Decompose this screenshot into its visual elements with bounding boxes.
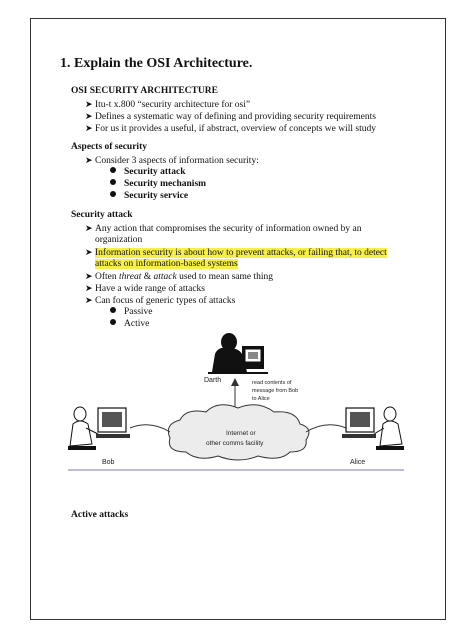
arrow-head-icon	[231, 378, 239, 386]
sub-bullet-item: Security attack	[110, 166, 185, 178]
bullet-item: ➤ Can focus of generic types of attacks	[85, 295, 236, 306]
bullet-continuation-highlighted: attacks on information-based systems	[95, 259, 238, 269]
bullet-item: ➤ Have a wide range of attacks	[85, 283, 205, 294]
section-heading-security-attack: Security attack	[71, 210, 133, 220]
bullet-item: ➤ Itu-t x.800 “security architecture for osi”	[85, 99, 251, 110]
cloud-label-line2: other comms facility	[206, 440, 264, 447]
arrow-bullet-icon: ➤	[85, 155, 93, 165]
section-heading-aspects: Aspects of security	[71, 142, 147, 152]
darth-note-line3: to Alice	[252, 396, 270, 402]
bullet-item: ➤ Often threat & attack used to mean same thing	[85, 271, 274, 282]
dot-bullet-icon	[110, 319, 116, 325]
bullet-continuation: organization	[95, 235, 143, 245]
sub-bullet-item: Passive	[110, 306, 153, 318]
sub-bullet-item: Security mechanism	[110, 178, 206, 190]
arrow-bullet-icon: ➤	[85, 223, 93, 233]
sub-bullet-item: Active	[110, 318, 149, 330]
arrow-bullet-icon: ➤	[85, 123, 93, 133]
bob-figure-icon	[68, 407, 130, 450]
cloud-label-line1: Internet or	[226, 430, 256, 437]
dot-bullet-icon	[110, 167, 116, 173]
bob-label: Bob	[102, 459, 115, 466]
alice-link-line	[306, 425, 346, 432]
section-heading-osi: OSI SECURITY ARCHITECTURE	[71, 86, 218, 96]
darth-note-line2: message from Bob	[252, 388, 299, 394]
darth-note-line1: read contents of	[252, 380, 292, 386]
bullet-item: ➤ Defines a systematic way of defining and providing security requirements	[85, 111, 376, 122]
bullet-item: ➤ Consider 3 aspects of information security:	[85, 155, 259, 166]
dot-bullet-icon	[110, 307, 116, 313]
darth-label: Darth	[204, 377, 222, 384]
arrow-bullet-icon: ➤	[85, 247, 93, 257]
arrow-bullet-icon: ➤	[85, 111, 93, 121]
arrow-bullet-icon: ➤	[85, 99, 93, 109]
alice-label: Alice	[350, 459, 366, 466]
section-heading-active-attacks: Active attacks	[71, 510, 129, 520]
dot-bullet-icon	[110, 179, 116, 185]
bullet-item-highlighted: ➤ Information security is about how to prevent attacks, or failing that, to detect	[85, 247, 387, 258]
bullet-item: ➤ Any action that compromises the security of information owned by an	[85, 223, 362, 234]
arrow-bullet-icon: ➤	[85, 295, 93, 305]
passive-attack-figure	[68, 328, 404, 478]
dot-bullet-icon	[110, 191, 116, 197]
bob-link-line	[130, 425, 170, 432]
darth-figure-icon	[208, 333, 268, 374]
page-title: 1. Explain the OSI Architecture.	[60, 56, 253, 71]
arrow-bullet-icon: ➤	[85, 283, 93, 293]
sub-bullet-item: Security service	[110, 190, 188, 202]
arrow-bullet-icon: ➤	[85, 271, 93, 281]
alice-figure-icon	[342, 407, 404, 450]
bullet-item: ➤ For us it provides a useful, if abstract, overview of concepts we will study	[85, 123, 376, 134]
